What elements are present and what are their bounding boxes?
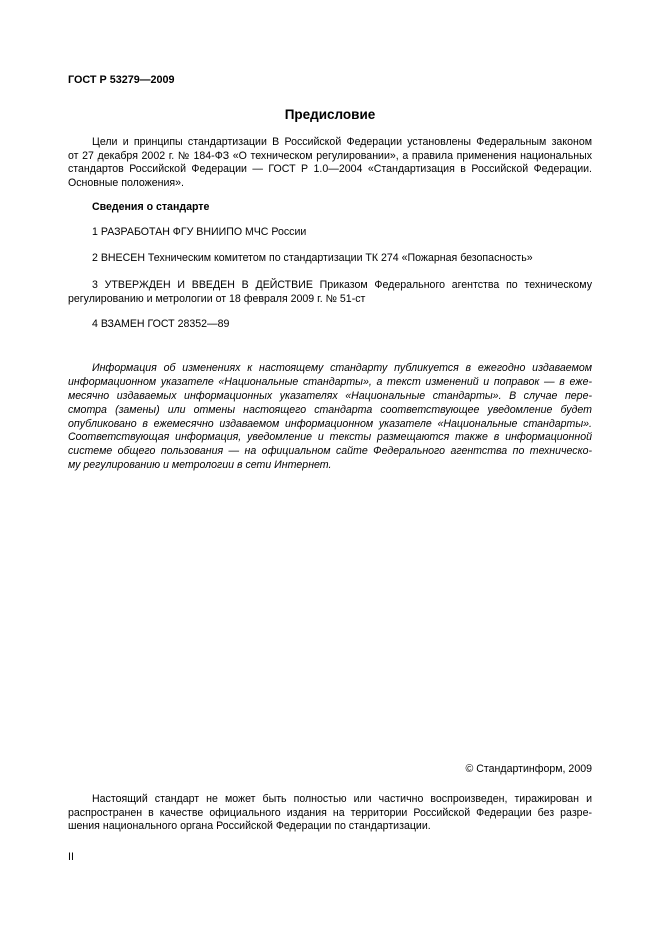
info-heading: Сведения о стандарте: [92, 201, 210, 213]
text-line: системе общего пользования — на официальном сайте Федерального агентства по техническо-: [68, 445, 592, 458]
text-line: Основные положения».: [68, 176, 184, 189]
text-line: 1 РАЗРАБОТАН ФГУ ВНИИПО МЧС России: [92, 226, 307, 238]
text-line: шения национального органа Российской Федерации по стандартизации.: [68, 820, 431, 833]
text-line: 3 УТВЕРЖДЕН И ВВЕДЕН В ДЕЙСТВИЕ Приказом Федерального агентства по техническому: [92, 279, 592, 291]
page-number: II: [68, 851, 74, 863]
text-line: информационном указателе «Национальные стандарты», а текст изменений и поправок — в еже-: [68, 375, 592, 388]
notice-paragraph: [68, 362, 592, 473]
text-line: Соответствующая информация, уведомление и тексты размещаются также в информационной: [68, 431, 592, 444]
text-line: Настоящий стандарт не может быть полностью или частично воспроизведен, тиражирован и: [92, 793, 592, 805]
item-3: [68, 279, 592, 306]
document-header: ГОСТ Р 53279—2009: [68, 74, 175, 86]
text-line: Цели и принципы стандартизации В Российской Федерации установлены Федеральным законом: [92, 136, 592, 148]
item-4: [68, 318, 592, 332]
text-line: стандартов Российской Федерации — ГОСТ Р 1.0—2004 «Стандартизация в Российской Федерации.: [68, 163, 592, 176]
text-line: месячно издаваемых информационных указателях «Национальные стандарты». В случае пере-: [68, 389, 592, 402]
rights-paragraph: [68, 793, 592, 834]
item-2: [68, 252, 592, 266]
text-line: опубликовано в ежемесячно издаваемом информационном указателе «Национальные стандарты».: [68, 417, 592, 430]
text-line: Информация об изменениях к настоящему стандарту публикуется в ежегодно издаваемом: [92, 362, 592, 374]
item-1: [68, 226, 592, 240]
text-line: му регулированию и метрологии в сети Интернет.: [68, 459, 332, 472]
text-line: 2 ВНЕСЕН Техническим комитетом по стандартизации ТК 274 «Пожарная безопасность»: [92, 252, 533, 264]
intro-paragraph: [68, 136, 592, 190]
page-title: Предисловие: [284, 107, 376, 122]
text-line: регулированию и метрологии от 18 февраля 2009 г. № 51-ст: [68, 292, 366, 305]
text-line: от 27 декабря 2002 г. № 184-ФЗ «О техническом регулировании», а правила применения национальных: [68, 149, 592, 162]
text-line: смотра (замены) или отмены настоящего стандарта соответствующее уведомление будет: [68, 403, 592, 416]
text-line: распространен в качестве официального издания на территории Российской Федерации без разре-: [68, 806, 592, 819]
copyright: © Стандартинформ, 2009: [465, 763, 592, 775]
text-line: 4 ВЗАМЕН ГОСТ 28352—89: [92, 318, 230, 330]
